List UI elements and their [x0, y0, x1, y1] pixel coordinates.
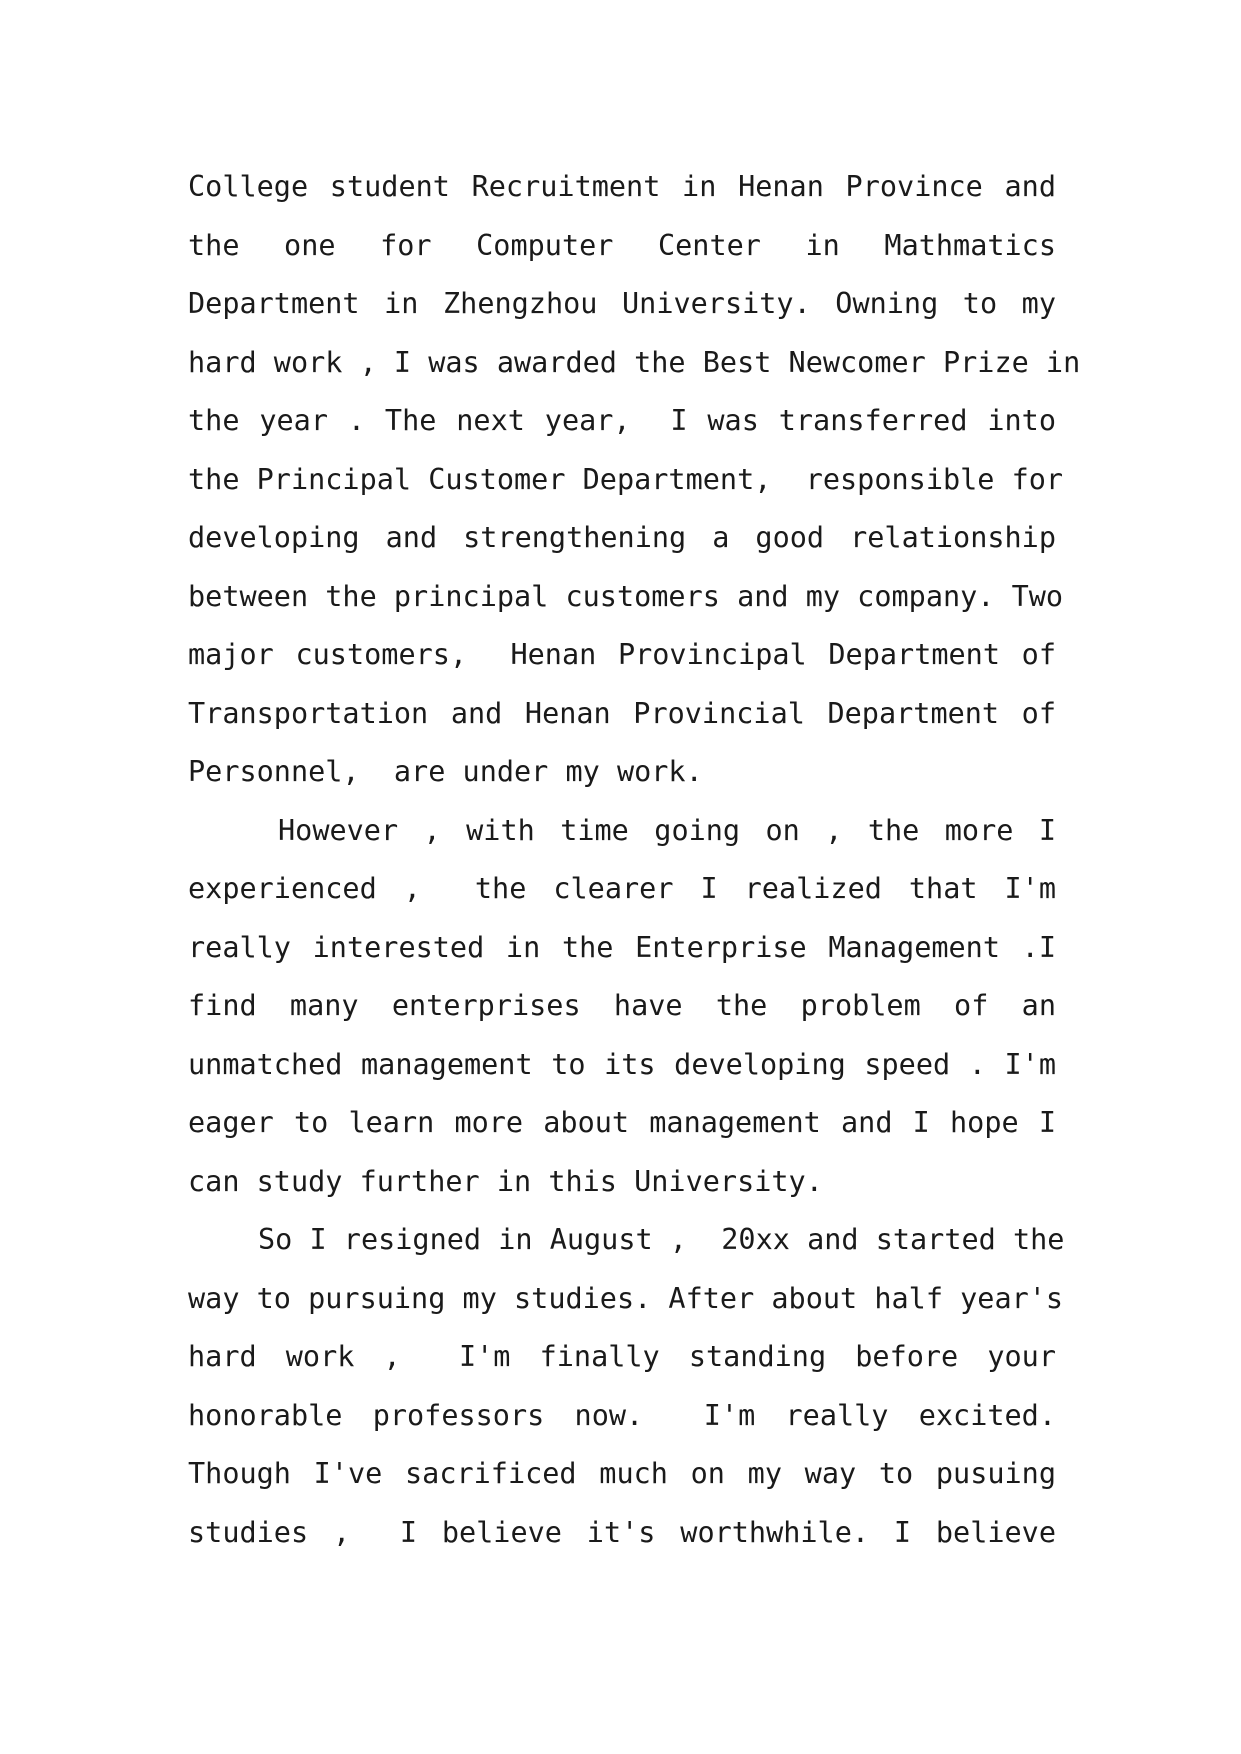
text-line: studies , I believe it's worthwhile. I believe — [188, 1515, 1056, 1549]
text-line: College student Recruitment in Henan Province and — [188, 170, 1056, 203]
paragraph-end-line: can study further in this University. — [188, 1164, 823, 1198]
text-line: major customers, Henan Provincipal Department of — [188, 638, 1056, 671]
text-line: eager to learn more about management and I hope I — [188, 1106, 1056, 1139]
paragraph-start-line: So I resigned in August , 20xx and started the — [258, 1223, 1065, 1256]
text-line: developing and strengthening a good relationship — [188, 521, 1056, 554]
text-line: hard work , I was awarded the Best Newcomer Prize in — [188, 345, 1081, 379]
text-line: between the principal customers and my company. Two — [188, 579, 1064, 613]
text-line: the year . The next year, I was transferred into — [188, 404, 1056, 437]
paragraph-end-line: Personnel, are under my work. — [188, 755, 703, 788]
text-line: the one for Computer Center in Mathmatics — [188, 228, 1056, 262]
text-line: experienced , the clearer I realized that I'm — [188, 872, 1056, 905]
text-line: hard work , I'm finally standing before your — [188, 1340, 1056, 1373]
text-line: Though I've sacrificed much on my way to pusuing — [188, 1457, 1056, 1490]
text-line: Transportation and Henan Provincial Department of — [188, 696, 1056, 730]
text-line: the Principal Customer Department, responsible for — [188, 462, 1064, 496]
text-line: way to pursuing my studies. After about half year's — [188, 1281, 1064, 1315]
text-line: really interested in the Enterprise Management .I — [188, 930, 1056, 964]
text-line: find many enterprises have the problem of an — [188, 989, 1056, 1022]
document-body — [188, 158, 1081, 1562]
paragraph-start-line: However , with time going on , the more I — [278, 813, 1056, 847]
text-line: unmatched management to its developing speed . I'm — [188, 1047, 1056, 1081]
text-line: Department in Zhengzhou University. Owning to my — [188, 287, 1056, 320]
text-line: honorable professors now. I'm really excited. — [188, 1398, 1056, 1432]
